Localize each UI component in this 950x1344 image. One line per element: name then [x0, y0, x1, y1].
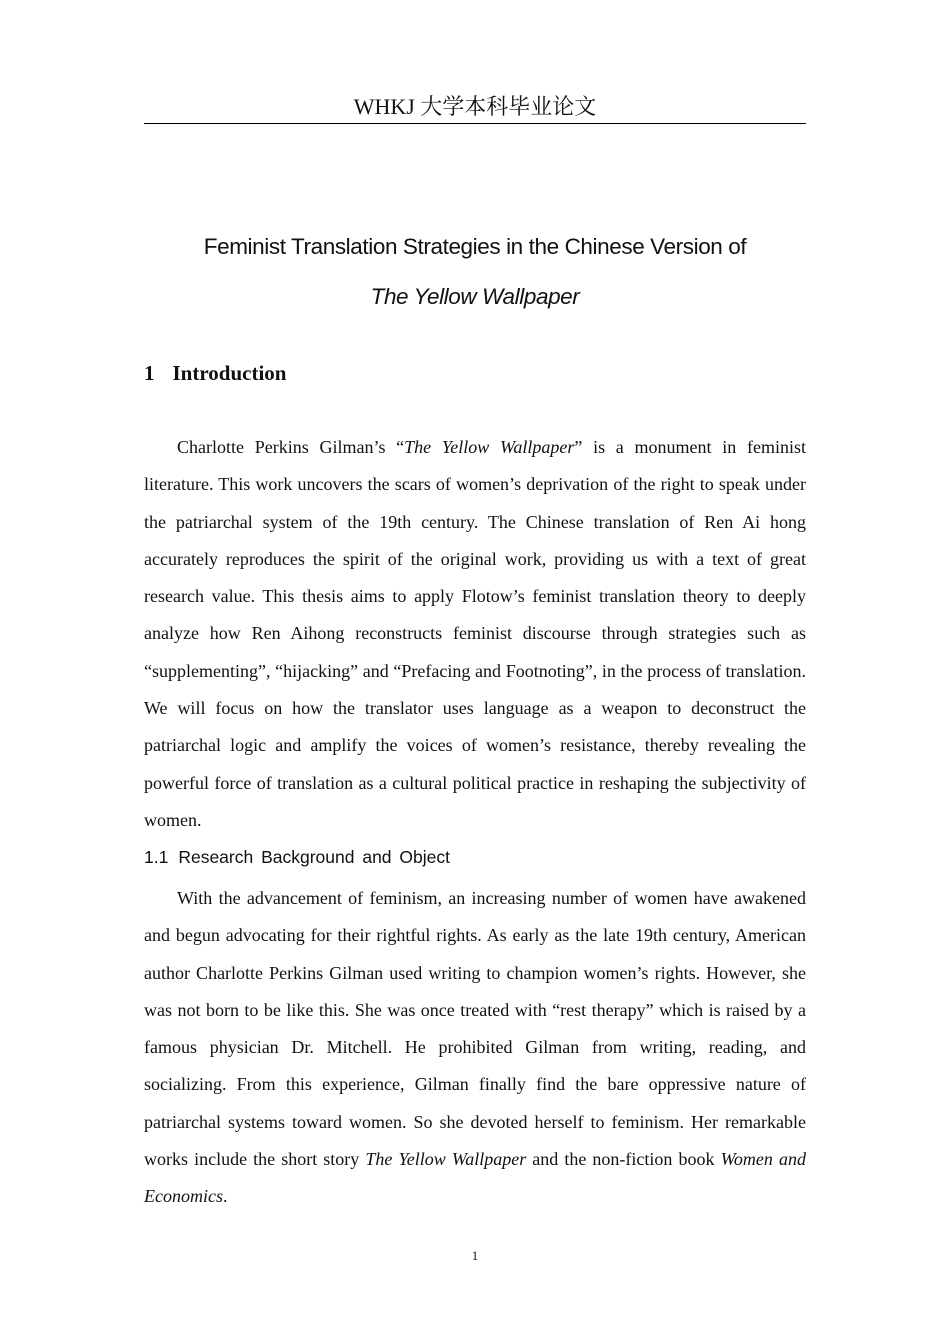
- background-paragraph: [144, 880, 806, 1216]
- page-number: 1: [471, 1248, 479, 1263]
- section-number: 1: [144, 361, 155, 385]
- header-text: WHKJ 大学本科毕业论文: [353, 94, 597, 119]
- subsection-number: 1.1: [144, 847, 169, 867]
- intro-paragraph: [144, 429, 806, 839]
- section-heading-introduction: [144, 361, 286, 386]
- intro-text-part-1: Charlotte Perkins Gilman’s “: [177, 437, 405, 457]
- thesis-title-line-1: Feminist Translation Strategies in the Chinese Version of: [203, 234, 747, 259]
- subsection-heading-research-background: [144, 847, 450, 868]
- intro-italic-work-title: The Yellow Wallpaper: [404, 437, 575, 457]
- subsection-title: Research Background and Object: [178, 847, 450, 867]
- background-text-part-2: and the non-fiction book: [526, 1149, 721, 1170]
- background-italic-story-title: The Yellow Wallpaper: [365, 1149, 527, 1170]
- intro-text-part-2: ” is a monument in feminist literature. This work uncovers the scars of women’s deprivation of the right to speak under the patriarchal system of the 19th century. The Chinese translation of Ren Ai hong accurately reproduces the spirit of the original work, providing us with a text of great research value. This thesis aims to apply Flotow’s feminist translation theory to deeply analyze how Ren Aihong reconstructs feminist discourse through strategies such as “supplementing”, “hijacking” and “Prefacing and Footnoting”, in the process of translation. We will focus on how the translator uses language as a weapon to deconstruct the patriarchal logic and amplify the voices of women’s resistance, thereby revealing the powerful force of translation as a cultural political practice in reshaping the subjectivity of women.: [144, 437, 806, 830]
- background-text-part-3: .: [222, 1186, 228, 1207]
- section-title: Introduction: [172, 361, 287, 385]
- page-header: [144, 92, 806, 124]
- background-text-part-1: With the advancement of feminism, an increasing number of women have awakened and begun advocating for their rightful rights. As early as the late 19th century, American author Charlotte Perkins Gilman used writing to champion women’s rights. However, she was not born to be like this. She was once treated with “rest therapy” which is raised by a famous physician Dr. Mitchell. He prohibited Gilman from writing, reading, and socializing. From this experience, Gilman finally find the bare oppressive nature of patriarchal systems toward women. So she devoted herself to feminism. Her remarkable works include the short story: [144, 888, 806, 1170]
- background-italic-book-title: Women and Economics: [144, 1149, 806, 1207]
- thesis-title-line-2: The Yellow Wallpaper: [370, 284, 580, 309]
